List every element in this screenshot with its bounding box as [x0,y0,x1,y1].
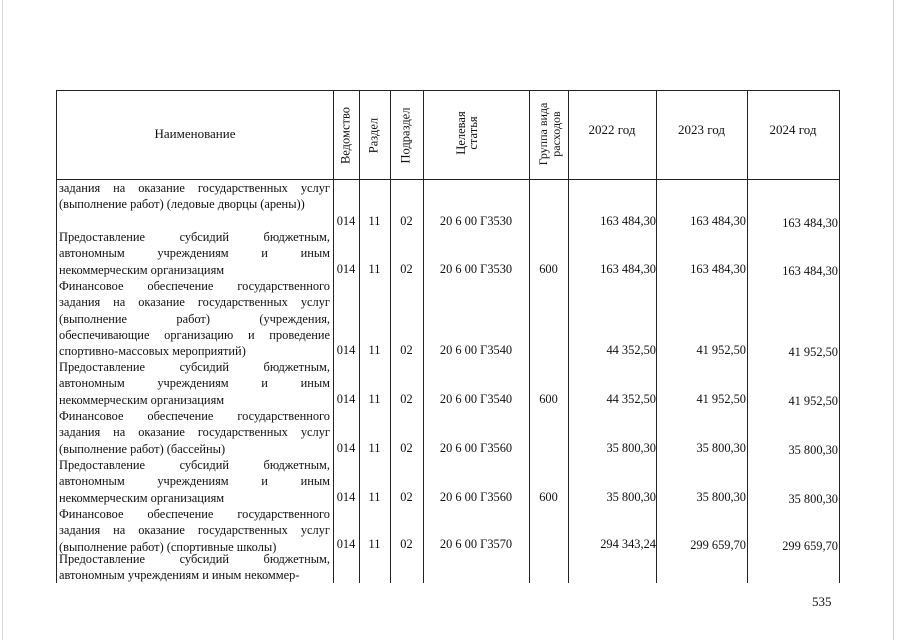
row-name: Финансовое обеспечение государственного задания на оказание государственных услуг (выполнение работ) (бассейны) [59,409,330,456]
col-divider [656,91,657,583]
row-section: 11 [368,343,381,357]
row-value-2023: 163 484,30 [690,262,746,276]
row-value-2024: 163 484,30 [782,216,838,230]
row-department: 014 [336,214,356,228]
row-name: задания на оказание государственных услуг (выполнение работ) (ледовые дворцы (арены)) [59,181,330,212]
col-divider [423,91,424,583]
row-subsection: 02 [400,441,413,455]
row-value-2023: 299 659,70 [690,538,746,552]
row-subsection: 02 [400,490,413,504]
row-department: 014 [336,441,356,455]
row-target: 20 6 00 Г3540 [439,343,513,357]
row-target: 20 6 00 Г3530 [439,214,513,228]
page-left-edge [2,0,3,640]
row-name: Финансовое обеспечение государственного задания на оказание государственных услуг (выполнение работ) (спортивные школы) [59,507,330,554]
row-subsection: 02 [400,392,413,406]
row-value-2023: 163 484,30 [690,214,746,228]
row-value-2023: 35 800,30 [696,490,746,504]
row-value-2022: 35 800,30 [606,441,656,455]
row-value-2022: 44 352,50 [606,343,656,357]
row-value-2024: 299 659,70 [782,539,838,553]
row-target: 20 6 00 Г3570 [439,537,513,551]
row-target: 20 6 00 Г3540 [439,392,513,406]
row-subsection: 02 [400,343,413,357]
header-department: Ведомство [338,106,353,165]
row-value-2024: 41 952,50 [788,394,838,408]
col-divider [568,91,569,583]
row-subsection: 02 [400,214,413,228]
header-group-line2: расходов [549,111,563,157]
header-group-line1: Группа вида [536,102,550,166]
row-section: 11 [368,490,381,504]
header-section: Раздел [366,117,381,154]
row-name: Предоставление субсидий бюджетным, автономным учреждениям и иным некоммер- [59,552,330,583]
col-divider [333,91,334,583]
row-section: 11 [368,441,381,455]
col-divider [390,91,391,583]
row-value-2024: 35 800,30 [788,492,838,506]
row-department: 014 [336,392,356,406]
col-divider [529,91,530,583]
row-section: 11 [368,262,381,276]
row-target: 20 6 00 Г3560 [439,441,513,455]
page-right-edge [893,0,894,640]
row-name: Предоставление субсидий бюджетным, автономным учреждениям и иным некоммерческим организациям [59,360,330,407]
row-value-2024: 41 952,50 [788,345,838,359]
row-target: 20 6 00 Г3560 [439,490,513,504]
row-value-2022: 294 343,24 [600,537,656,551]
row-group: 600 [539,392,558,406]
row-section: 11 [368,537,381,551]
row-section: 11 [368,392,381,406]
row-group: 600 [539,490,558,504]
row-department: 014 [336,343,356,357]
row-value-2022: 163 484,30 [600,214,656,228]
row-value-2023: 35 800,30 [696,441,746,455]
row-name: Финансовое обеспечение государственного задания на оказание государственных услуг (выполнение работ) (учреждения, обеспечивающие организацию и проведение спортивно-массовых мероприятий) [59,279,330,359]
row-subsection: 02 [400,537,413,551]
row-name: Предоставление субсидий бюджетным, автономным учреждениям и иным некоммерческим организациям [59,458,330,505]
row-department: 014 [336,490,356,504]
col-divider [359,91,360,583]
row-value-2023: 41 952,50 [696,392,746,406]
header-target-line1: Целевая [454,111,468,155]
header-2024: 2024 год [769,122,817,137]
row-value-2022: 163 484,30 [600,262,656,276]
row-target: 20 6 00 Г3530 [439,262,513,276]
col-divider [747,91,748,583]
header-subsection: Подраздел [398,107,413,164]
header-2022: 2022 год [588,122,636,137]
row-value-2024: 35 800,30 [788,443,838,457]
header-name: Наименование [154,126,236,141]
row-value-2023: 41 952,50 [696,343,746,357]
row-section: 11 [368,214,381,228]
row-group: 600 [539,262,558,276]
row-value-2022: 35 800,30 [606,490,656,504]
page-number: 535 [812,594,832,609]
row-name: Предоставление субсидий бюджетным, автономным учреждениям и иным некоммерческим организациям [59,230,330,277]
budget-table [56,90,840,583]
row-department: 014 [336,537,356,551]
header-target-line2: статья [466,116,480,150]
row-value-2022: 44 352,50 [606,392,656,406]
header-2023: 2023 год [678,122,725,137]
row-department: 014 [336,262,356,276]
row-value-2024: 163 484,30 [782,264,838,278]
row-subsection: 02 [400,262,413,276]
